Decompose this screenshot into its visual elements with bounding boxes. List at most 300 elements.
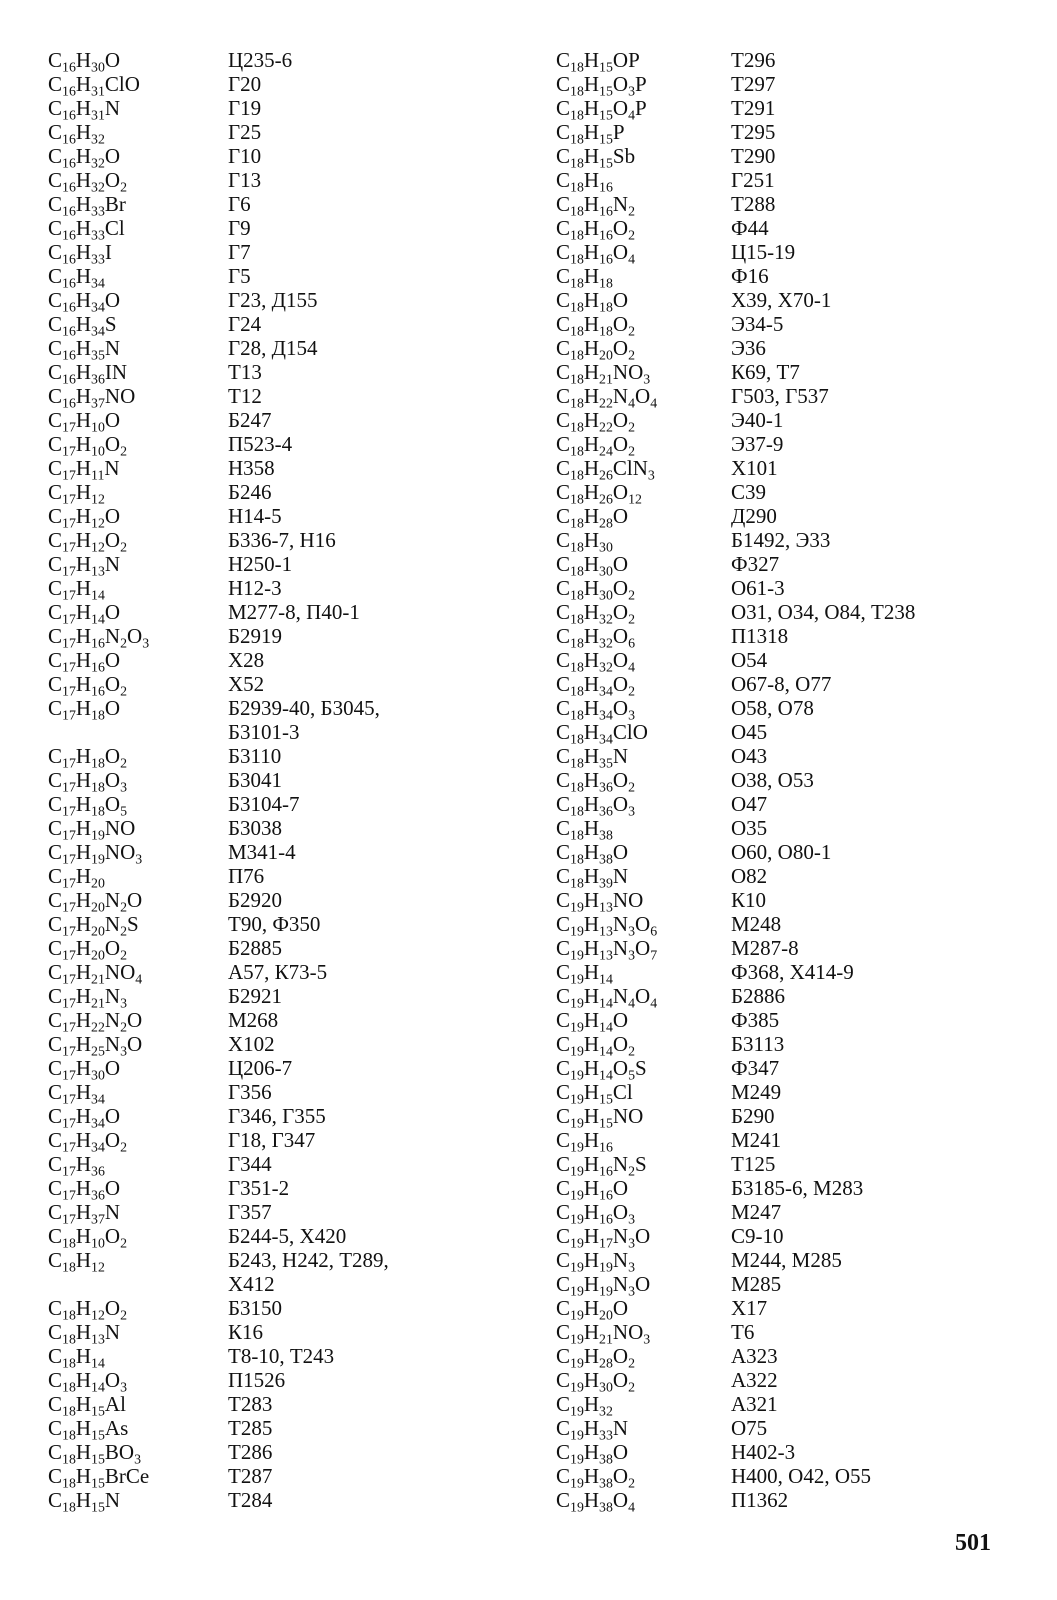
index-entry: [48, 624, 518, 651]
reference-line: Г7: [228, 240, 251, 264]
index-entry: [48, 1320, 518, 1347]
reference-line: М341-4: [228, 840, 296, 864]
index-entry: [48, 1392, 518, 1419]
compound-formula: $C_{18}H_{28}O$: [556, 504, 629, 531]
compound-references: [731, 1224, 784, 1248]
compound-references: [731, 264, 769, 288]
compound-references: [228, 1104, 326, 1128]
compound-formula: $C_{18}H_{14}$: [48, 1344, 105, 1371]
compound-formula: $C_{19}H_{21}NO_3$: [556, 1320, 651, 1347]
index-entry: [556, 288, 1026, 315]
index-entry: [48, 144, 518, 171]
compound-references: [731, 576, 785, 600]
compound-references: [731, 552, 779, 576]
compound-formula: $C_{17}H_{37}N$: [48, 1200, 121, 1227]
compound-formula: $C_{19}H_{13}N_3O_6$: [556, 912, 658, 939]
compound-formula: $C_{16}H_{33}I$: [48, 240, 112, 267]
compound-formula: $C_{17}H_{14}O$: [48, 600, 121, 627]
index-entry: [48, 456, 518, 483]
reference-line: С9-10: [731, 1224, 784, 1248]
compound-references: [228, 120, 261, 144]
reference-line: Б2886: [731, 984, 786, 1008]
compound-references: [731, 1440, 795, 1464]
compound-formula: $C_{18}H_{15}N$: [48, 1488, 121, 1515]
index-entry: [48, 288, 518, 315]
reference-line: Х412: [228, 1272, 275, 1296]
index-entry: [48, 504, 518, 531]
compound-references: [731, 1032, 784, 1056]
reference-line: А323: [731, 1344, 778, 1368]
compound-references: [228, 1224, 346, 1248]
index-entry: [556, 1392, 1026, 1419]
compound-formula: $C_{16}H_{30}O$: [48, 48, 121, 75]
compound-references: [228, 672, 264, 696]
compound-references: [228, 1368, 285, 1392]
compound-references: [731, 168, 775, 192]
compound-formula: $C_{17}H_{18}O$: [48, 696, 121, 723]
compound-references: [228, 1032, 275, 1056]
compound-formula: $C_{18}H_{15}Sb$: [556, 144, 636, 171]
reference-line: Б244-5, Х420: [228, 1224, 347, 1248]
index-entry: [556, 888, 1026, 915]
compound-formula: $C_{17}H_{21}N_3$: [48, 984, 128, 1011]
reference-line: Т290: [731, 144, 776, 168]
compound-formula: $C_{18}H_{30}O_2$: [556, 576, 636, 603]
compound-references: [731, 120, 775, 144]
compound-formula: $C_{17}H_{34}O_2$: [48, 1128, 128, 1155]
compound-formula: $C_{17}H_{34}O$: [48, 1104, 121, 1131]
reference-line: Б3185-6, М283: [731, 1176, 864, 1200]
reference-line: Х39, Х70-1: [731, 288, 832, 312]
compound-formula: $C_{17}H_{10}O_2$: [48, 432, 128, 459]
index-entry: [556, 624, 1026, 651]
reference-line: Н250-1: [228, 552, 293, 576]
compound-formula: $C_{18}H_{12}O_2$: [48, 1296, 128, 1323]
reference-line: А322: [731, 1368, 778, 1392]
index-entry: [48, 120, 518, 147]
compound-references: [228, 1128, 315, 1152]
reference-line: Э40-1: [731, 408, 784, 432]
compound-references: [228, 432, 292, 456]
index-entry: [48, 672, 518, 699]
reference-line: Ц15-19: [731, 240, 796, 264]
reference-line: П1318: [731, 624, 789, 648]
compound-references: [731, 1272, 781, 1296]
index-entry: [48, 744, 518, 771]
compound-references: [228, 912, 320, 936]
compound-references: [731, 1200, 781, 1224]
index-entry: [556, 384, 1026, 411]
compound-references: [731, 1392, 778, 1416]
index-entry: [556, 216, 1026, 243]
compound-formula: $C_{17}H_{12}$: [48, 480, 105, 507]
compound-references: [228, 600, 360, 624]
index-entry: [48, 216, 518, 243]
compound-references: [731, 696, 814, 720]
compound-references: [228, 1200, 272, 1224]
compound-formula: $C_{18}H_{32}O_6$: [556, 624, 636, 651]
index-entry: [556, 168, 1026, 195]
reference-line: Э36: [731, 336, 766, 360]
compound-formula: $C_{19}H_{14}O_5S$: [556, 1056, 647, 1083]
index-entry: [556, 816, 1026, 843]
compound-references: [228, 216, 251, 240]
reference-line: Б3113: [731, 1032, 785, 1056]
index-entry: [48, 312, 518, 339]
reference-line: Ф16: [731, 264, 769, 288]
compound-references: [228, 408, 272, 432]
compound-formula: $C_{18}H_{36}O_2$: [556, 768, 636, 795]
index-entry: [48, 1224, 518, 1251]
compound-formula: $C_{18}H_{15}O_4P$: [556, 96, 647, 123]
compound-formula: $C_{18}H_{34}ClO$: [556, 720, 648, 747]
index-entry: [556, 792, 1026, 819]
page-number: 501: [955, 1530, 991, 1556]
compound-references: [228, 888, 282, 912]
index-entry: [556, 672, 1026, 699]
compound-formula: $C_{19}H_{15}Cl$: [556, 1080, 633, 1107]
index-entry: [556, 48, 1026, 75]
index-entry: [48, 816, 518, 843]
reference-line: Г20: [228, 72, 262, 96]
compound-formula: $C_{17}H_{16}O$: [48, 648, 121, 675]
compound-references: [228, 768, 282, 792]
index-entry: [556, 408, 1026, 435]
compound-references: [228, 456, 275, 480]
reference-line: Ф347: [731, 1056, 780, 1080]
compound-references: [731, 1320, 754, 1344]
compound-formula: $C_{16}H_{34}O$: [48, 288, 121, 315]
compound-formula: $C_{16}H_{31}ClO$: [48, 72, 140, 99]
index-entry: [556, 1032, 1026, 1059]
reference-line: П76: [228, 864, 265, 888]
compound-references: [731, 312, 783, 336]
reference-line: Б290: [731, 1104, 775, 1128]
compound-references: [228, 984, 282, 1008]
index-entry: [556, 360, 1026, 387]
reference-line: О47: [731, 792, 768, 816]
compound-formula: $C_{18}H_{12}$: [48, 1248, 105, 1275]
reference-line: Э34-5: [731, 312, 784, 336]
compound-formula: $C_{18}H_{14}O_3$: [48, 1368, 128, 1395]
compound-references: [731, 864, 767, 888]
index-entry: [48, 888, 518, 915]
compound-references: [228, 480, 272, 504]
compound-formula: $C_{19}H_{13}NO$: [556, 888, 644, 915]
compound-references: [731, 792, 767, 816]
index-entry: [556, 480, 1026, 507]
reference-line: Н12-3: [228, 576, 282, 600]
reference-line: П1526: [228, 1368, 286, 1392]
compound-references: [731, 1080, 781, 1104]
index-entry: [48, 408, 518, 435]
compound-references: [731, 1176, 863, 1200]
compound-references: [731, 1344, 778, 1368]
reference-line: Г10: [228, 144, 262, 168]
reference-line: Б3041: [228, 768, 283, 792]
index-entry: [556, 312, 1026, 339]
compound-formula: $C_{17}H_{10}O$: [48, 408, 121, 435]
compound-references: [228, 1056, 292, 1080]
index-entry: [556, 1200, 1026, 1227]
compound-formula: $C_{17}H_{20}N_2S$: [48, 912, 139, 939]
compound-formula: $C_{18}H_{15}BO_3$: [48, 1440, 142, 1467]
compound-references: [731, 144, 775, 168]
compound-formula: $C_{18}H_{30}O$: [556, 552, 629, 579]
compound-formula: $C_{18}H_{18}$: [556, 264, 613, 291]
compound-formula: $C_{17}H_{13}N$: [48, 552, 121, 579]
index-entry: [556, 1296, 1026, 1323]
reference-line: Б247: [228, 408, 272, 432]
compound-formula: $C_{17}H_{18}O_3$: [48, 768, 128, 795]
reference-line: Т90, Ф350: [228, 912, 321, 936]
reference-line: Ф44: [731, 216, 769, 240]
index-entry: [556, 528, 1026, 555]
index-entry: [48, 936, 518, 963]
reference-line: Г24: [228, 312, 262, 336]
reference-line: Г28, Д154: [228, 336, 318, 360]
compound-formula: $C_{17}H_{25}N_3O$: [48, 1032, 143, 1059]
compound-references: [228, 240, 251, 264]
reference-line: К69, Т7: [731, 360, 800, 384]
compound-formula: $C_{18}H_{32}O_4$: [556, 648, 636, 675]
reference-line: Б2921: [228, 984, 283, 1008]
compound-references: [731, 960, 854, 984]
compound-formula: $C_{17}H_{20}N_2O$: [48, 888, 143, 915]
compound-formula: $C_{19}H_{38}O$: [556, 1440, 629, 1467]
reference-line: Б3101-3: [228, 720, 300, 744]
index-entry: [48, 840, 518, 867]
compound-references: [228, 1440, 272, 1464]
reference-line: О54: [731, 648, 768, 672]
index-entry: [48, 360, 518, 387]
compound-references: [731, 432, 783, 456]
reference-line: Б1492, Э33: [731, 528, 831, 552]
index-entry: [48, 264, 518, 291]
compound-formula: $C_{18}H_{15}BrCe$: [48, 1464, 150, 1491]
index-entry: [48, 1440, 518, 1467]
compound-formula: $C_{16}H_{35}N$: [48, 336, 121, 363]
formula-index-left-column: [48, 48, 518, 1515]
compound-formula: $C_{18}H_{10}O_2$: [48, 1224, 128, 1251]
compound-references: [228, 1464, 272, 1488]
compound-formula: $C_{16}H_{31}N$: [48, 96, 121, 123]
compound-references: [228, 696, 380, 744]
reference-line: Э37-9: [731, 432, 784, 456]
compound-formula: $C_{18}H_{26}ClN_3$: [556, 456, 655, 483]
index-entry: [48, 576, 518, 603]
compound-references: [731, 1056, 779, 1080]
compound-formula: $C_{17}H_{30}O$: [48, 1056, 121, 1083]
compound-formula: $C_{16}H_{34}$: [48, 264, 105, 291]
reference-line: О67-8, О77: [731, 672, 832, 696]
reference-line: М287-8: [731, 936, 799, 960]
compound-references: [731, 384, 829, 408]
compound-formula: $C_{18}H_{16}$: [556, 168, 613, 195]
compound-formula: $C_{17}H_{16}N_2O_3$: [48, 624, 150, 651]
compound-formula: $C_{18}H_{16}N_2$: [556, 192, 636, 219]
compound-formula: $C_{19}H_{15}NO$: [556, 1104, 644, 1131]
compound-formula: $C_{18}H_{13}N$: [48, 1320, 121, 1347]
compound-references: [731, 624, 788, 648]
compound-references: [731, 456, 778, 480]
compound-references: [228, 1296, 282, 1320]
compound-references: [228, 576, 282, 600]
compound-references: [228, 1080, 272, 1104]
reference-line: Г13: [228, 168, 262, 192]
compound-references: [228, 1152, 272, 1176]
reference-line: Х101: [731, 456, 778, 480]
compound-references: [228, 864, 264, 888]
compound-formula: $C_{16}H_{34}S$: [48, 312, 117, 339]
reference-line: С39: [731, 480, 767, 504]
reference-line: Т285: [228, 1416, 273, 1440]
reference-line: Б3038: [228, 816, 283, 840]
reference-line: П523-4: [228, 432, 293, 456]
compound-formula: $C_{18}H_{24}O_2$: [556, 432, 636, 459]
compound-formula: $C_{18}H_{30}$: [556, 528, 613, 555]
compound-formula: $C_{18}H_{32}O_2$: [556, 600, 636, 627]
index-entry: [556, 120, 1026, 147]
compound-formula: $C_{19}H_{19}N_3$: [556, 1248, 636, 1275]
reference-line: О60, О80-1: [731, 840, 832, 864]
reference-line: О35: [731, 816, 768, 840]
reference-line: Т8-10, Т243: [228, 1344, 335, 1368]
compound-references: [731, 744, 767, 768]
index-entry: [556, 1344, 1026, 1371]
compound-formula: $C_{16}H_{33}Br$: [48, 192, 126, 219]
compound-references: [731, 504, 777, 528]
compound-formula: $C_{18}H_{39}N$: [556, 864, 629, 891]
index-entry: [48, 96, 518, 123]
index-entry: [48, 912, 518, 939]
compound-formula: $C_{19}H_{28}O_2$: [556, 1344, 636, 1371]
compound-formula: $C_{17}H_{12}O$: [48, 504, 121, 531]
reference-line: М241: [731, 1128, 782, 1152]
index-entry: [48, 768, 518, 795]
compound-references: [228, 1248, 389, 1296]
compound-references: [228, 1392, 272, 1416]
index-entry: [48, 528, 518, 555]
index-entry: [556, 456, 1026, 483]
index-entry: [48, 192, 518, 219]
compound-references: [228, 1416, 272, 1440]
reference-line: Ф327: [731, 552, 780, 576]
index-entry: [556, 72, 1026, 99]
reference-line: Т296: [731, 48, 776, 72]
compound-references: [228, 96, 261, 120]
compound-references: [228, 552, 292, 576]
index-entry: [556, 1104, 1026, 1131]
reference-line: Г351-2: [228, 1176, 290, 1200]
index-entry: [556, 1368, 1026, 1395]
reference-line: К10: [731, 888, 767, 912]
index-entry: [48, 168, 518, 195]
compound-formula: $C_{18}H_{22}O_2$: [556, 408, 636, 435]
index-entry: [556, 1056, 1026, 1083]
compound-references: [731, 912, 781, 936]
compound-formula: $C_{16}H_{32}$: [48, 120, 105, 147]
formula-index-right-column: [556, 48, 1026, 1515]
reference-line: Х52: [228, 672, 265, 696]
reference-line: Н402-3: [731, 1440, 796, 1464]
index-entry: [556, 1248, 1026, 1275]
compound-references: [731, 1248, 842, 1272]
compound-references: [228, 528, 336, 552]
compound-formula: $C_{17}H_{20}$: [48, 864, 105, 891]
compound-references: [731, 336, 766, 360]
index-entry: [48, 696, 518, 744]
index-entry: [556, 96, 1026, 123]
compound-references: [731, 648, 767, 672]
reference-line: Х102: [228, 1032, 275, 1056]
compound-formula: $C_{17}H_{12}O_2$: [48, 528, 128, 555]
index-entry: [556, 840, 1026, 867]
index-entry: [48, 336, 518, 363]
reference-line: Т288: [731, 192, 776, 216]
compound-references: [228, 1176, 289, 1200]
reference-line: Н14-5: [228, 504, 282, 528]
reference-line: Г18, Г347: [228, 1128, 316, 1152]
compound-formula: $C_{19}H_{14}O$: [556, 1008, 629, 1035]
index-entry: [48, 1104, 518, 1131]
reference-line: Б2920: [228, 888, 283, 912]
index-entry: [48, 240, 518, 267]
compound-references: [731, 240, 795, 264]
compound-references: [731, 408, 783, 432]
index-entry: [48, 552, 518, 579]
index-entry: [48, 1032, 518, 1059]
reference-line: Б246: [228, 480, 272, 504]
compound-formula: $C_{17}H_{36}O$: [48, 1176, 121, 1203]
reference-line: Ц235-6: [228, 48, 293, 72]
index-entry: [48, 1176, 518, 1203]
index-entry: [48, 1056, 518, 1083]
compound-formula: $C_{19}H_{14}N_4O_4$: [556, 984, 658, 1011]
reference-line: Т125: [731, 1152, 776, 1176]
index-entry: [48, 1464, 518, 1491]
compound-references: [731, 72, 775, 96]
compound-formula: $C_{18}H_{35}N$: [556, 744, 629, 771]
compound-formula: $C_{19}H_{16}$: [556, 1128, 613, 1155]
reference-line: Ц206-7: [228, 1056, 293, 1080]
index-entry: [48, 480, 518, 507]
index-entry: [48, 384, 518, 411]
compound-formula: $C_{18}H_{15}P$: [556, 120, 625, 147]
compound-references: [731, 1416, 767, 1440]
index-entry: [556, 192, 1026, 219]
compound-references: [731, 96, 775, 120]
compound-references: [731, 480, 766, 504]
reference-line: О82: [731, 864, 768, 888]
compound-references: [731, 216, 769, 240]
index-entry: [556, 552, 1026, 579]
compound-formula: $C_{16}H_{32}O_2$: [48, 168, 128, 195]
reference-line: Г9: [228, 216, 251, 240]
reference-line: Г503, Г537: [731, 384, 829, 408]
compound-formula: $C_{19}H_{32}$: [556, 1392, 613, 1419]
reference-line: Г19: [228, 96, 262, 120]
index-entry: [556, 1464, 1026, 1491]
compound-references: [228, 840, 296, 864]
compound-references: [731, 288, 831, 312]
compound-references: [228, 936, 282, 960]
index-entry: [556, 984, 1026, 1011]
reference-line: Г25: [228, 120, 262, 144]
reference-line: Ф368, Х414-9: [731, 960, 854, 984]
index-entry: [48, 72, 518, 99]
compound-formula: $C_{18}H_{15}As$: [48, 1416, 129, 1443]
